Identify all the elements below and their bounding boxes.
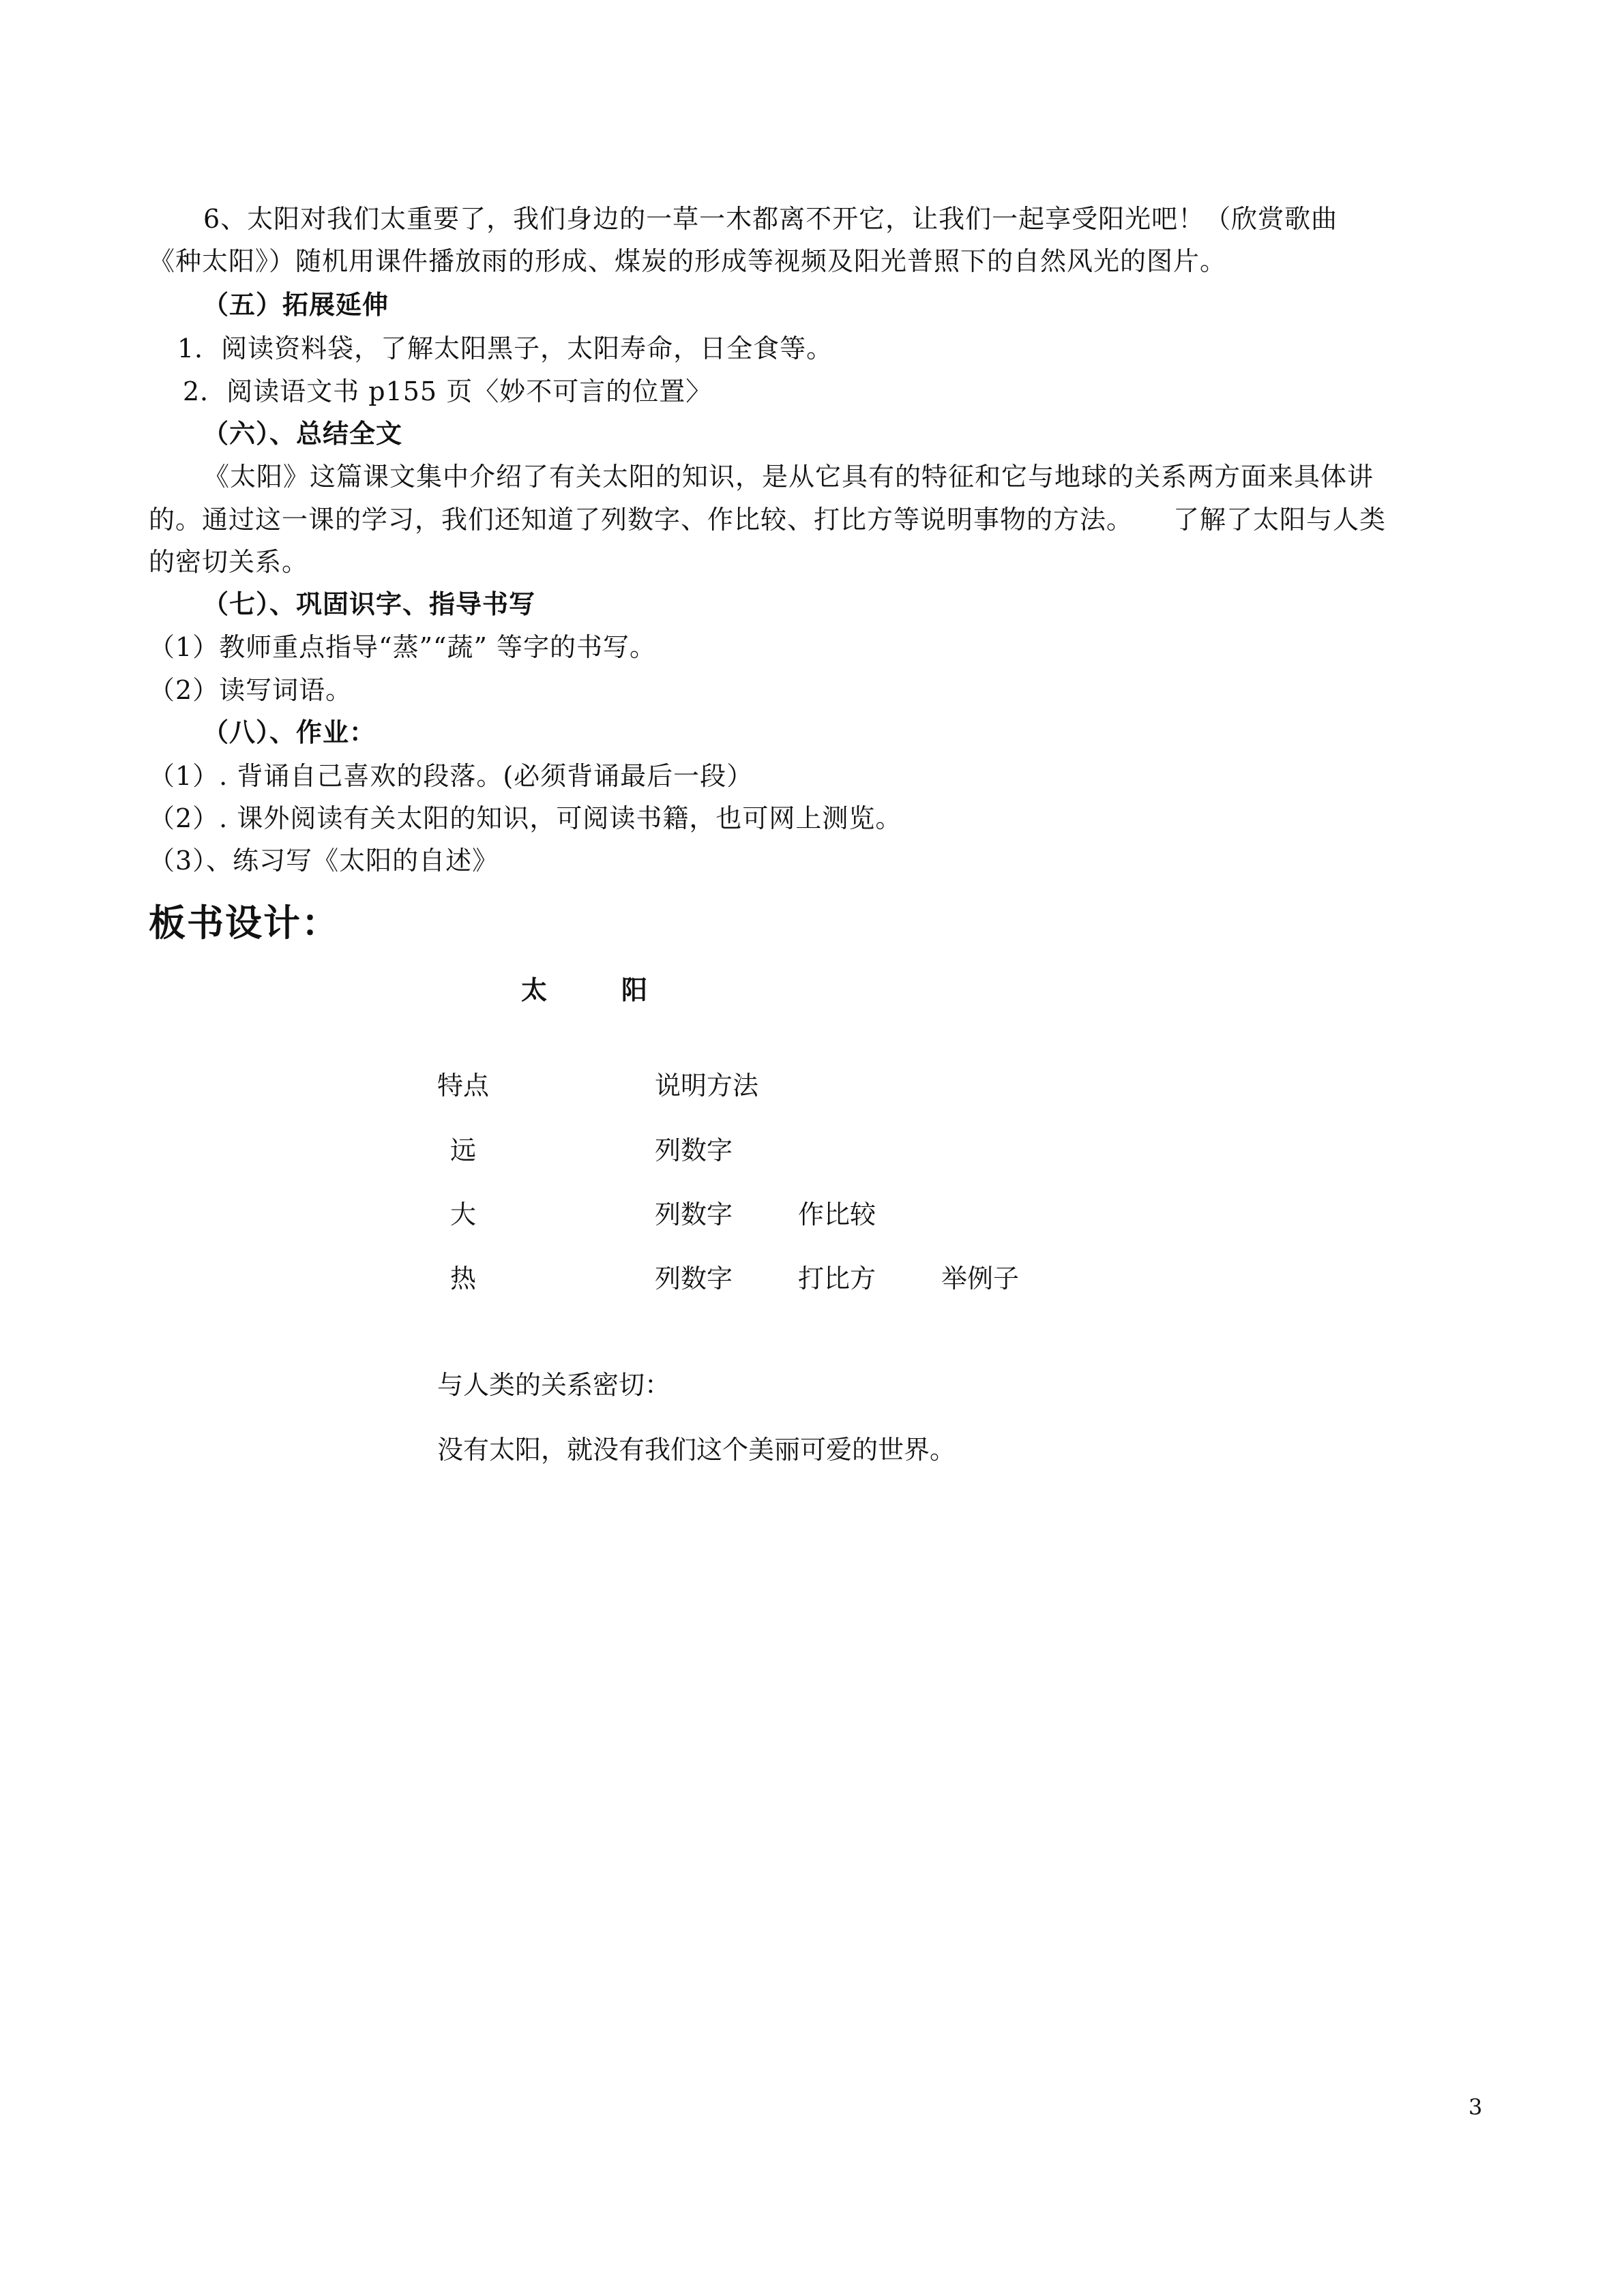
board-title-char-2: 阳: [621, 975, 648, 1005]
board-row-method: 列数字: [655, 1199, 733, 1229]
board-row-method: 列数字: [655, 1135, 733, 1165]
section-8-heading: （八）、作业：: [203, 717, 377, 747]
section-6-line-2: 的。通过这一课的学习，我们还知道了列数字、作比较、打比方等说明事物的方法。 了解了太阳与人类: [149, 505, 1387, 535]
section-7-item-1: （1）教师重点指导“蒸”“蔬” 等字的书写。: [149, 632, 656, 662]
section-6-line-3: 的密切关系。: [149, 547, 309, 577]
section-6-heading: （六）、总结全文: [203, 418, 403, 449]
board-row-feature: 远: [450, 1135, 477, 1165]
section-8-item-1: （1）. 背诵自己喜欢的段落。(必须背诵最后一段）: [149, 761, 754, 791]
board-title-char-1: 太: [521, 975, 548, 1005]
board-relation-label: 与人类的关系密切：: [437, 1370, 671, 1400]
board-row-method: 举例子: [941, 1264, 1020, 1294]
board-row-method: 作比较: [798, 1199, 876, 1229]
section-7-item-2: （2）读写词语。: [149, 675, 353, 705]
board-design-heading: 板书设计：: [149, 901, 340, 944]
section-5-heading: （五）拓展延伸: [203, 289, 389, 320]
section-5-item-2: 2．阅读语文书 p155 页〈妙不可言的位置〉: [183, 376, 713, 406]
section-8-item-2: （2）. 课外阅读有关太阳的知识，可阅读书籍，也可网上测览。: [149, 803, 902, 833]
section-8-item-3: （3）、练习写《太阳的自述》: [149, 846, 499, 876]
board-column-header-methods: 说明方法: [655, 1071, 759, 1101]
section-5-item-1: 1．阅读资料袋，了解太阳黑子，太阳寿命，日全食等。: [177, 333, 833, 363]
paragraph-6-line-2: 《种太阳》）随机用课件播放雨的形成、煤炭的形成等视频及阳光普照下的自然风光的图片。: [149, 246, 1227, 276]
board-row-method: 打比方: [798, 1264, 876, 1294]
board-row-feature: 大: [450, 1199, 477, 1229]
section-7-heading: （七）、巩固识字、指导书写: [203, 588, 536, 619]
section-6-line-1: 《太阳》这篇课文集中介绍了有关太阳的知识，是从它具有的特征和它与地球的关系两方面来具体讲: [203, 462, 1374, 492]
paragraph-6-line-1: 6、太阳对我们太重要了，我们身边的一草一木都离不开它，让我们一起享受阳光吧！（欣赏歌曲: [203, 204, 1338, 234]
board-row-method: 列数字: [655, 1264, 733, 1294]
board-column-header-features: 特点: [437, 1071, 490, 1101]
board-relation-text: 没有太阳，就没有我们这个美丽可爱的世界。: [437, 1435, 956, 1465]
board-row-feature: 热: [450, 1264, 477, 1294]
page-number: 3: [1468, 2094, 1483, 2120]
